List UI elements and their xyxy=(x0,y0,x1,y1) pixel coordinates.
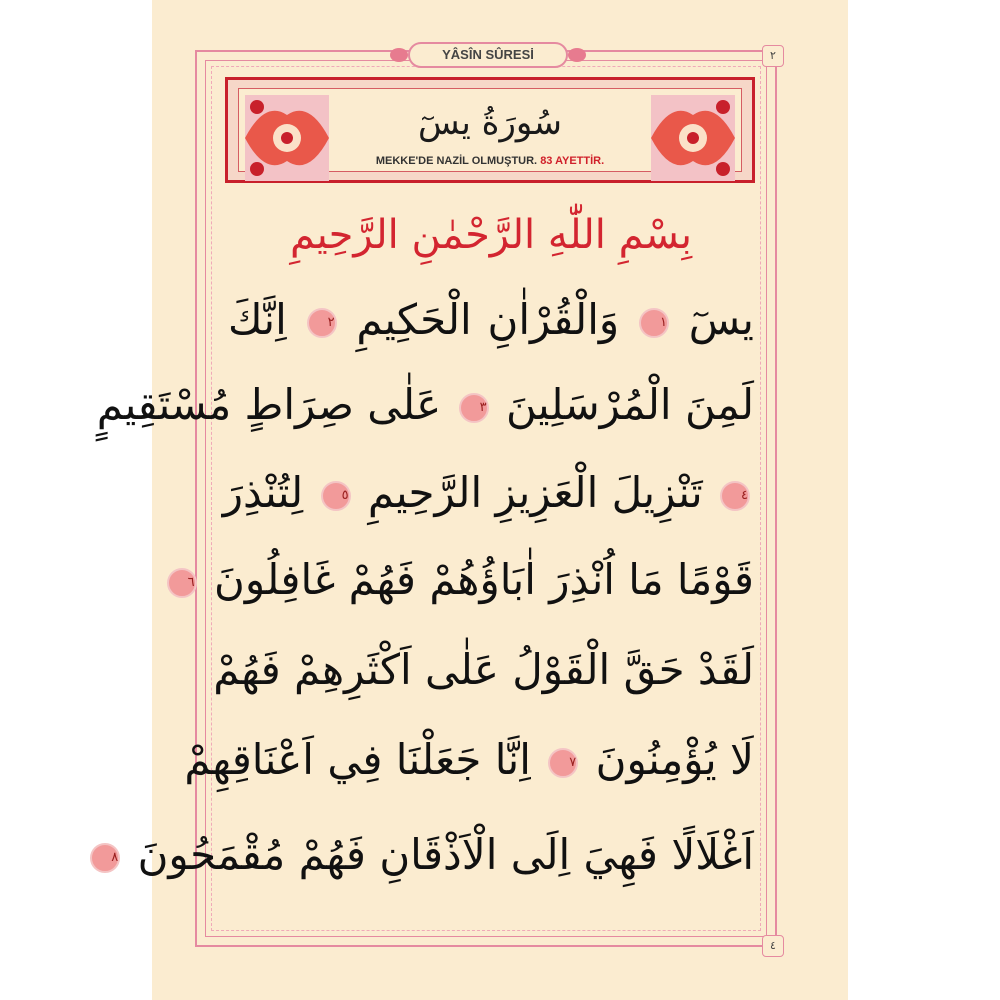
page-number-top: ٢ xyxy=(762,45,784,67)
verse-text: اَغْلَالًا فَهِيَ اِلَى الْاَذْقَانِ فَهُمْ مُقْمَحُونَ xyxy=(137,830,754,879)
verse-line xyxy=(187,555,754,615)
verse-text: عَلٰى صِرَاطٍ مُسْتَقِيمٍ xyxy=(96,380,442,429)
verse-line xyxy=(111,830,754,890)
surah-ayah-count: 83 AYETTİR. xyxy=(540,155,605,167)
surah-title-tab: YÂSÎN SÛRESİ xyxy=(408,42,568,68)
verse-text: وَالْقُرْاٰنِ الْحَكِيمِ xyxy=(356,295,620,344)
ayah-number-marker: ٦ xyxy=(167,568,197,598)
ayah-number-marker: ٧ xyxy=(548,748,578,778)
ayah-number-marker: ٣ xyxy=(459,393,489,423)
verse-text: اِنَّا جَعَلْنَا فِي اَعْنَاقِهِمْ xyxy=(184,735,531,784)
verse-line xyxy=(222,468,754,528)
verse-text: لَا يُؤْمِنُونَ xyxy=(595,735,754,784)
verse-text: قَوْمًا مَا اُنْذِرَ اٰبَاؤُهُمْ فَهُمْ غَافِلُونَ xyxy=(213,555,754,604)
ayah-number-marker: ٢ xyxy=(307,308,337,338)
verse-text: لَقَدْ حَقَّ الْقَوْلُ عَلٰى اَكْثَرِهِمْ فَهُمْ xyxy=(213,645,754,694)
surah-header-panel xyxy=(225,77,755,183)
tab-ornament-right xyxy=(568,48,586,62)
surah-info xyxy=(239,155,741,167)
verse-text: لَمِنَ الْمُرْسَلِينَ xyxy=(505,380,754,429)
bismillah: بِسْمِ اللّٰهِ الرَّحْمٰنِ الرَّحِيمِ xyxy=(289,212,693,258)
surah-name-arabic: سُورَةُ يسٓ xyxy=(418,103,562,143)
ayah-number-marker: ١ xyxy=(639,308,669,338)
verse-line xyxy=(213,645,754,705)
page-number-bottom: ٤ xyxy=(762,935,784,957)
verse-text: يسٓ xyxy=(688,295,754,344)
tab-ornament-left xyxy=(390,48,408,62)
ayah-number-marker: ٥ xyxy=(321,481,351,511)
verse-text: لِتُنْذِرَ xyxy=(222,468,304,517)
ayah-number-marker: ٨ xyxy=(90,843,120,873)
verse-line xyxy=(184,735,754,795)
verse-text: تَنْزِيلَ الْعَزِيزِ الرَّحِيمِ xyxy=(367,468,703,517)
verse-line xyxy=(228,295,754,355)
ayah-number-marker: ٤ xyxy=(720,481,750,511)
verse-line xyxy=(96,380,754,440)
surah-revelation-text: MEKKE'DE NAZİL OLMUŞTUR. xyxy=(375,155,538,167)
verse-text: اِنَّكَ xyxy=(228,295,287,344)
